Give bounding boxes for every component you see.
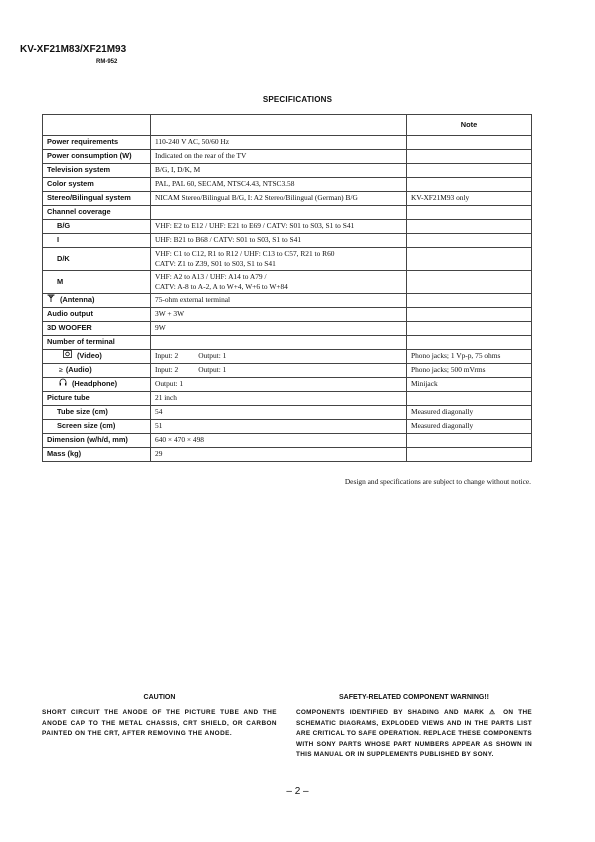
caution-heading: CAUTION (143, 694, 176, 701)
caution-body: SHORT CIRCUIT THE ANODE OF THE PICTURE TUBE AND THE ANODE CAP TO THE METAL CHASSIS, CRT SHIELD, OR CARBON PAINTED ON THE CRT, AFTER REMOVING THE ANODE. (42, 709, 277, 738)
table-row: Power requirements 110-240 V AC, 50/60 Hz (43, 136, 532, 150)
table-row: Dimension (w/h/d, mm) 640 × 470 × 498 (43, 434, 532, 448)
headphone-icon (59, 381, 69, 388)
table-row: Mass (kg) 29 (43, 448, 532, 462)
table-row: Tube size (cm) 54 Measured diagonally (43, 406, 532, 420)
safety-warning-body: COMPONENTS IDENTIFIED BY SHADING AND MARK ⚠ ON THE SCHEMATIC DIAGRAMS, EXPLODED VIEWS AND IN THE PARTS LIST ARE CRITICAL TO SAFE OPERATION. REPLACE THESE COMPONENTS WITH SONY PARTS WHOSE PART NUMBERS APPEAR AS SHOWN IN THIS MANUAL OR IN SUPPLEMENTS PUBLISHED BY SONY. (296, 709, 532, 759)
table-row: B/G VHF: E2 to E12 / UHF: E21 to E69 / CATV: S01 to S03, S1 to S41 (43, 220, 532, 234)
audio-icon: ≥ (59, 366, 63, 374)
table-row: Color system PAL, PAL 60, SECAM, NTSC4.43, NTSC3.58 (43, 178, 532, 192)
table-row: Channel coverage (43, 206, 532, 220)
table-header-row (43, 115, 532, 136)
model-number: KV-XF21M83/XF21M93 (20, 44, 127, 55)
table-row: ≥ (Audio) Input: 2 Output: 1 Phono jacks; 500 mVrms (43, 364, 532, 378)
table-row: (Headphone) Output: 1 Minijack (43, 378, 532, 392)
table-row: Picture tube 21 inch (43, 392, 532, 406)
remote-model: RM-952 (96, 59, 118, 65)
safety-warning-heading: SAFETY-RELATED COMPONENT WARNING!! (339, 694, 489, 701)
table-row: 3D WOOFER 9W (43, 322, 532, 336)
table-row: I UHF: B21 to B68 / CATV: S01 to S03, S1 to S41 (43, 234, 532, 248)
table-row: Screen size (cm) 51 Measured diagonally (43, 420, 532, 434)
disclaimer-text: Design and specifications are subject to change without notice. (344, 477, 531, 486)
table-row: Stereo/Bilingual system NICAM Stereo/Bilingual B/G, I: A2 Stereo/Bilingual (German) B/G KV-XF21M93 only (43, 192, 532, 206)
video-icon (63, 353, 74, 360)
table-row: (Video) Input: 2 Output: 1 Phono jacks; 1 Vp-p, 75 ohms (43, 350, 532, 364)
antenna-icon (47, 297, 57, 304)
table-row: Television system B/G, I, D/K, M (43, 164, 532, 178)
table-row: (Antenna) 75-ohm external terminal (43, 294, 532, 308)
page-title: SPECIFICATIONS (262, 95, 333, 104)
table-row: Audio output 3W + 3W (43, 308, 532, 322)
specifications-table (42, 114, 532, 462)
table-row: D/K VHF: C1 to C12, R1 to R12 / UHF: C13 to C57, R21 to R60 CATV: Z1 to Z39, S01 to S03, S1 to S41 (43, 248, 532, 271)
page-number: – 2 – (286, 786, 309, 797)
table-row: Power consumption (W) Indicated on the rear of the TV (43, 150, 532, 164)
table-row: M VHF: A2 to A13 / UHF: A14 to A79 / CATV: A-8 to A-2, A to W+4, W+6 to W+84 (43, 271, 532, 294)
table-row: Number of terminal (43, 336, 532, 350)
note-column-header: Note (407, 115, 532, 136)
